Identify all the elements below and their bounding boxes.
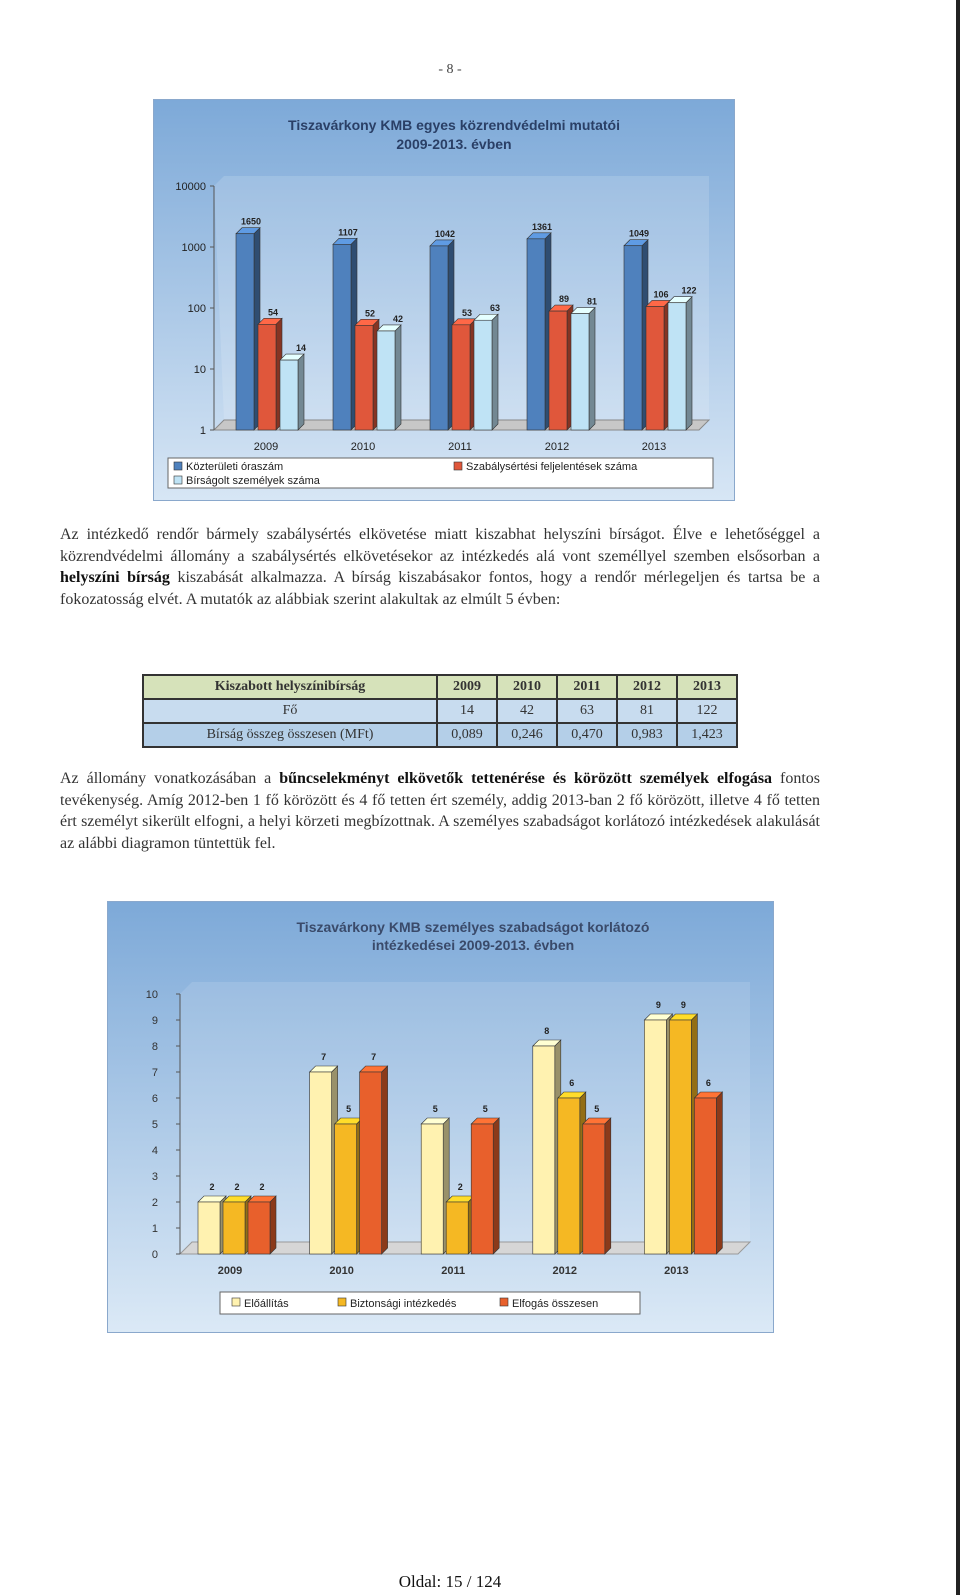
chart2-bar	[558, 1092, 586, 1254]
fine-table-cell: 42	[497, 699, 557, 723]
fine-table-year: 2010	[497, 675, 557, 699]
chart2-data-label: 6	[705, 1078, 711, 1088]
chart2-svg	[108, 902, 773, 1332]
chart1-data-label: 1361	[531, 221, 553, 232]
chart2-bar-front	[223, 1202, 245, 1254]
chart2-data-label: 8	[544, 1026, 550, 1036]
chart2-bar	[421, 1118, 449, 1254]
chart1-bar	[527, 233, 551, 430]
chart1-bar-front	[355, 325, 373, 430]
chart2-bar-side	[493, 1118, 499, 1254]
chart1-bar-front	[549, 311, 567, 430]
chart1-bar	[571, 308, 595, 430]
chart2-bar-front	[644, 1020, 666, 1254]
fine-table-cell: 0,983	[617, 723, 677, 747]
fine-table-cell: 0,246	[497, 723, 557, 747]
chart2-legend-label: Előállítás	[244, 1298, 289, 1310]
chart2-bar-front	[694, 1098, 716, 1254]
chart1-bar-front	[571, 314, 589, 430]
chart2-data-label: 6	[569, 1078, 575, 1088]
chart2-bar	[533, 1040, 561, 1254]
chart1-bar	[377, 325, 401, 430]
chart1-bar-side	[395, 325, 401, 430]
chart1-bar-side	[298, 354, 304, 430]
chart2-data-label: 2	[234, 1182, 240, 1192]
chart2-x-tick-label: 2009	[217, 1265, 243, 1277]
fine-table-cell: 63	[557, 699, 617, 723]
chart2-data-label: 5	[594, 1104, 600, 1114]
fine-table-cell: 0,470	[557, 723, 617, 747]
chart1-legend-swatch	[174, 476, 182, 484]
chart2-bar	[669, 1014, 697, 1254]
paragraph-fines	[60, 524, 820, 610]
paragraph-fines-end: kiszabását alkalmazza. A bírság kiszabásakor fontos, hogy a rendőr mérlegeljen és tartsa be a fokozatosság elvét. A mutatók az alábbiak szerint alakultak az elmúlt 5 évben:	[60, 569, 821, 608]
chart1-bar	[549, 305, 573, 430]
chart1-bar-front	[452, 325, 470, 430]
fine-table-year: 2013	[677, 675, 737, 699]
chart2-legend-label: Biztonsági intézkedés	[350, 1298, 457, 1310]
chart1-bar	[646, 300, 670, 430]
chart2-x-tick-label: 2012	[552, 1265, 578, 1277]
chart1-bar-front	[258, 324, 276, 430]
paragraph-arrests-bold: bűncselekményt elkövetők tettenérése és körözött személyek elfogása	[279, 770, 773, 787]
chart2-y-tick-label: 1	[151, 1223, 158, 1235]
chart2-data-label: 5	[432, 1104, 438, 1114]
chart2-x-tick-label: 2010	[329, 1265, 354, 1277]
chart1-bar-front	[527, 239, 545, 430]
chart2-bar-front	[335, 1124, 357, 1254]
chart1-data-label: 1049	[628, 228, 650, 239]
chart1-data-label: 81	[586, 296, 598, 307]
chart2-data-label: 5	[346, 1104, 352, 1114]
chart1-data-label: 1042	[434, 228, 456, 239]
chart2-bar-front	[533, 1046, 555, 1254]
chart1-legend-swatch	[454, 462, 462, 470]
fine-table-year: 2012	[617, 675, 677, 699]
chart1-x-tick-label: 2012	[544, 441, 570, 453]
chart1-bar-front	[668, 303, 686, 430]
chart1-bar	[236, 228, 260, 430]
chart2-bar	[335, 1118, 363, 1254]
chart1-y-tick-label: 10000	[175, 181, 206, 193]
chart2-title-line2: intézkedései 2009-2013. évben	[371, 937, 575, 953]
chart2-bar-front	[583, 1124, 605, 1254]
chart2-bar-front	[248, 1202, 270, 1254]
chart1-bar-front	[236, 234, 254, 430]
fine-table-row-label: Fő	[143, 699, 437, 723]
chart1-data-label: 122	[681, 285, 697, 296]
chart2-data-label: 7	[321, 1052, 327, 1062]
chart2-y-tick-label: 2	[151, 1197, 158, 1209]
chart2-x-tick-label: 2011	[441, 1265, 466, 1277]
chart1-bar	[452, 319, 476, 430]
chart2-legend-swatch	[232, 1298, 240, 1306]
chart2-x-tick-label: 2013	[664, 1265, 689, 1277]
chart2-bar	[248, 1196, 276, 1254]
chart2-bar-front	[471, 1124, 493, 1254]
chart1-bar-side	[686, 297, 692, 430]
fine-table	[142, 674, 738, 748]
chart2-data-label: 2	[457, 1182, 463, 1192]
chart1-bar-front	[646, 306, 664, 430]
chart2-data-label: 5	[482, 1104, 488, 1114]
chart1-legend-label: Szabálysértési feljelentések száma	[466, 461, 638, 473]
chart1-title-line2: 2009-2013. évben	[396, 136, 512, 152]
paragraph-fines-bold: helyszíni bírság	[60, 569, 170, 586]
fine-table-row-persons	[143, 699, 737, 723]
paragraph-fines-text: Az intézkedő rendőr bármely szabálysértés elkövetése miatt kiszabhat helyszíni bírságot. Élve e lehetőséggel a közrendvédelmi állomány a szabálysértés elkövetésekor az intézkedés alá vont személlyel szemben elsősorban a	[60, 526, 820, 565]
paragraph-arrests-start: Az állomány vonatkozásában a	[60, 770, 272, 787]
chart2-bar	[446, 1196, 474, 1254]
chart1-x-tick-label: 2009	[253, 441, 279, 453]
chart1-data-label: 89	[558, 294, 570, 305]
chart1-legend-swatch	[174, 462, 182, 470]
chart1-bar-front	[280, 360, 298, 430]
chart2-y-tick-label: 8	[151, 1041, 158, 1053]
chart2-y-tick-label: 4	[151, 1145, 158, 1157]
fine-table-year: 2011	[557, 675, 617, 699]
chart2-bar	[471, 1118, 499, 1254]
chart1-y-tick-label: 100	[187, 303, 206, 315]
chart-liberty-restricting-measures	[107, 901, 774, 1333]
chart2-bar	[644, 1014, 672, 1254]
chart1-x-tick-label: 2011	[448, 441, 472, 453]
chart2-y-tick-label: 7	[151, 1067, 158, 1079]
chart1-y-tick-label: 1	[199, 425, 206, 437]
chart2-bar-front	[310, 1072, 332, 1254]
chart-police-indicators	[153, 99, 735, 501]
page-edge	[956, 0, 960, 1595]
chart1-data-label: 1650	[240, 216, 262, 227]
chart1-x-tick-label: 2010	[350, 441, 376, 453]
chart1-title-line1: Tiszavárkony KMB egyes közrendvédelmi mutatói	[288, 117, 620, 133]
chart2-data-label: 7	[371, 1052, 377, 1062]
chart1-bar	[355, 319, 379, 430]
chart2-bar-front	[669, 1020, 691, 1254]
chart2-data-label: 9	[680, 1000, 686, 1010]
chart1-bar-front	[333, 244, 351, 430]
chart1-y-tick-label: 10	[193, 364, 206, 376]
chart1-svg	[154, 100, 734, 500]
paragraph-arrests	[60, 768, 820, 854]
chart2-bar	[223, 1196, 251, 1254]
chart1-bar-front	[474, 320, 492, 430]
chart1-bar	[280, 354, 304, 430]
chart1-data-label: 63	[489, 303, 501, 314]
chart2-legend-swatch	[500, 1298, 508, 1306]
chart1-data-label: 14	[295, 343, 307, 354]
chart2-bar	[583, 1118, 611, 1254]
chart1-x-tick-label: 2013	[641, 441, 667, 453]
fine-table-cell: 14	[437, 699, 497, 723]
fine-table-year: 2009	[437, 675, 497, 699]
chart1-data-label: 54	[267, 307, 279, 318]
chart2-bar-front	[360, 1072, 382, 1254]
chart2-bar-side	[605, 1118, 611, 1254]
chart2-bar-side	[382, 1066, 388, 1254]
fine-table-header-row	[143, 675, 737, 699]
chart1-data-label: 1107	[338, 227, 358, 238]
chart2-legend-swatch	[338, 1298, 346, 1306]
chart2-data-label: 2	[259, 1182, 265, 1192]
chart1-bar-side	[589, 308, 595, 430]
chart2-bar-front	[446, 1202, 468, 1254]
chart2-y-tick-label: 10	[145, 989, 158, 1001]
chart1-bar-front	[377, 331, 395, 430]
chart2-legend-label: Elfogás összesen	[512, 1298, 599, 1310]
chart2-y-tick-label: 6	[151, 1093, 158, 1105]
chart1-data-label: 42	[392, 313, 404, 324]
chart1-bar	[668, 297, 692, 430]
fine-table-cell: 122	[677, 699, 737, 723]
chart2-y-tick-label: 9	[151, 1015, 158, 1027]
paragraph-arrests-end: fontos tevékenység. Amíg 2012-ben 1 fő körözött és 4 fő tetten ért személy, addig 2013-ban 2 fő körözött, illetve 4 fő tetten ért személyt sikerült elfogni, a helyi körzeti megbízottnak. A személyes szabadságot korlátozó intézkedések alakulását az alábbi diagramon tüntettük fel.	[60, 770, 820, 852]
chart1-bar-front	[430, 246, 448, 430]
chart1-bar	[624, 240, 648, 430]
chart2-bar	[198, 1196, 226, 1254]
chart2-data-label: 9	[655, 1000, 661, 1010]
chart2-bar-front	[421, 1124, 443, 1254]
chart1-bar-side	[492, 314, 498, 430]
chart1-legend-label: Bírságolt személyek száma	[186, 475, 320, 487]
chart2-bar-front	[198, 1202, 220, 1254]
fine-table-cell: 1,423	[677, 723, 737, 747]
chart2-bar-side	[716, 1092, 722, 1254]
chart1-data-label: 53	[461, 307, 473, 318]
chart1-data-label: 52	[364, 308, 376, 319]
chart1-data-label: 106	[653, 289, 669, 300]
chart2-title-line1: Tiszavárkony KMB személyes szabadságot korlátozó	[296, 919, 650, 935]
chart2-data-label: 2	[209, 1182, 215, 1192]
chart1-bar	[430, 240, 454, 430]
chart1-bar	[474, 314, 498, 430]
chart1-bar-front	[624, 246, 642, 430]
chart2-bar-front	[558, 1098, 580, 1254]
fine-table-row-label: Bírság összeg összesen (MFt)	[143, 723, 437, 747]
chart2-bar	[310, 1066, 338, 1254]
page-footer: Oldal: 15 / 124	[398, 1572, 502, 1591]
fine-table-row-amount	[143, 723, 737, 747]
chart2-bar-side	[270, 1196, 276, 1254]
chart1-bar	[258, 318, 282, 430]
fine-table-cell: 0,089	[437, 723, 497, 747]
chart2-y-tick-label: 0	[151, 1249, 158, 1261]
chart2-bar	[360, 1066, 388, 1254]
chart2-bar	[694, 1092, 722, 1254]
page-marker: - 8 -	[438, 62, 462, 77]
chart1-legend-label: Közterületi óraszám	[186, 461, 284, 473]
chart1-y-tick-label: 1000	[181, 242, 206, 254]
chart2-y-tick-label: 5	[151, 1119, 158, 1131]
fine-table-header: Kiszabott helyszínibírság	[143, 675, 437, 699]
chart2-y-tick-label: 3	[151, 1171, 158, 1183]
fine-table-cell: 81	[617, 699, 677, 723]
chart1-bar	[333, 238, 357, 430]
